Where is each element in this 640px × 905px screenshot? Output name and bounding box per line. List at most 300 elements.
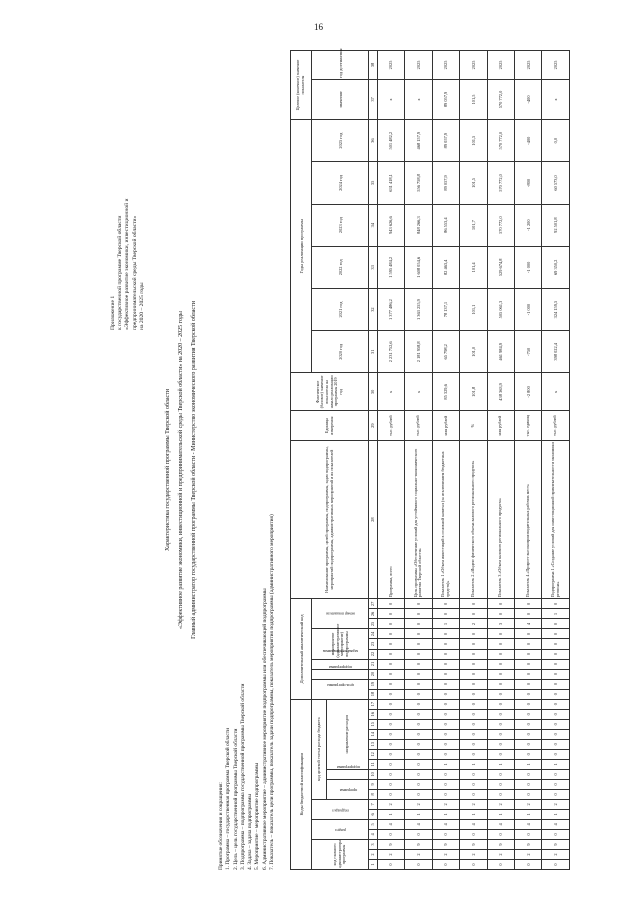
row-target-value: 101,5 [460,79,487,119]
code-cell: 0 [432,599,459,609]
code-cell: 0 [377,709,404,719]
code-cell: 0 [542,599,570,609]
code-cell: 0 [460,709,487,719]
header-target-subprogram: подпрограмма [326,769,368,779]
column-number: 38 [369,51,377,80]
code-cell: 0 [487,709,514,719]
row-year-value: 398 022,4 [542,331,570,373]
row-year-value: 78 137,1 [432,288,459,330]
code-cell: 0 [405,769,432,779]
code-cell: 0 [377,689,404,699]
code-cell: 0 [460,629,487,639]
code-cell: 0 [405,739,432,749]
code-cell: 0 [460,649,487,659]
code-cell: 9 [377,839,404,849]
code-cell: 0 [542,859,570,869]
table-row [514,51,541,870]
header-row-1 [291,51,312,870]
document-title: Характеристика государственной программы Тверской области [165,388,171,552]
code-cell: 0 [377,749,404,759]
code-cell: 0 [487,699,514,709]
code-cell: 0 [487,609,514,619]
table-row [542,51,570,870]
code-cell: 0 [405,779,432,789]
code-cell: 0 [542,829,570,839]
code-cell: 0 [514,709,541,719]
code-cell: 4 [405,819,432,829]
column-number: 29 [369,411,377,441]
header-name: Наименование программы, целей программы, подпрограммы, задач подпрограммы, мероприятий подпрограммы, административных мероприятий и их показателей [291,440,369,598]
row-year-value: 101,7 [460,204,487,246]
code-cell: 0 [542,769,570,779]
header-target-program: программа [326,779,368,799]
column-number: 33 [369,246,377,288]
code-cell: 0 [377,789,404,799]
code-cell: 0 [487,739,514,749]
column-number: 11 [369,759,377,769]
row-year-value: 60 573,0 [542,162,570,204]
code-cell: 0 [377,669,404,679]
row-year-value: -1 000 [514,246,541,288]
code-cell: 1 [487,759,514,769]
code-cell: 0 [405,619,432,629]
code-cell: 4 [514,619,541,629]
note-line: Принятые обозначения и сокращения: [218,782,224,870]
row-year-value: 89 057,9 [432,120,459,162]
code-cell: 0 [405,759,432,769]
header-years: Годы реализации программы [291,120,312,373]
code-cell: 0 [542,629,570,639]
code-cell: 2 [460,799,487,809]
row-year-value: 101,1 [460,288,487,330]
code-cell: 0 [432,609,459,619]
row-year-value: 1 595 484,2 [377,246,404,288]
code-cell: 0 [487,679,514,689]
code-cell: 4 [542,819,570,829]
code-cell: 0 [432,829,459,839]
appendix-line: к государственной программе Тверской области [117,215,124,330]
code-cell: 0 [514,689,541,699]
code-cell: 0 [405,749,432,759]
rotated-page-content [60,50,580,890]
row-year-value: 89 057,9 [432,162,459,204]
header-unit: Единица измерения [291,411,369,441]
column-number: 8 [369,789,377,799]
code-cell: 0 [487,719,514,729]
code-cell: 0 [405,719,432,729]
row-unit: тыс. рублей [377,411,404,441]
row-unit: тыс. единиц [514,411,541,441]
code-cell: 1 [432,619,459,629]
note-line: 4. Задача – задача подпрограммы [247,794,254,870]
code-cell: 2 [487,849,514,859]
row-year-value: 324 159,5 [542,288,570,330]
code-cell: 0 [487,669,514,679]
code-cell: 0 [487,629,514,639]
row-year-value: 86 553,4 [432,204,459,246]
code-cell: 0 [460,829,487,839]
code-cell: 4 [460,819,487,829]
row-year-value: 556 758,8 [405,162,432,204]
row-target-year: 2025 [377,51,404,80]
row-target-value: 89 057,9 [432,79,459,119]
column-number: 24 [369,629,377,639]
administrator-line: Главный администратор государственной программы Тверской области - Министерство экономического развития Тверской области [191,301,197,639]
code-cell: 0 [487,639,514,649]
code-cell: 0 [377,609,404,619]
row-target-value: х [542,79,570,119]
column-number-row [369,51,377,870]
row-unit: млн рублей [432,411,459,441]
row-name: Показатель 4 «Прирост высокопроизводительных рабочих мест» [514,440,541,598]
row-name: Показатель 2 «Индекс физического объема валового регионального продукта» [460,440,487,598]
row-year-value: 468 157,9 [405,120,432,162]
title-block [164,200,203,740]
row-name: Цель программы «Обеспечение условий для устойчивого социально-экономического развития Тверской области» [405,440,432,598]
code-cell: 0 [432,739,459,749]
table-row [377,51,404,870]
code-cell: 0 [487,729,514,739]
code-cell: 0 [377,679,404,689]
code-cell: 1 [460,759,487,769]
code-cell: 0 [377,829,404,839]
code-cell: 0 [514,859,541,869]
code-cell: 1 [432,809,459,819]
code-cell: 0 [514,699,541,709]
column-number: 12 [369,749,377,759]
row-target-value: 570 772,0 [487,79,514,119]
code-cell: 0 [432,719,459,729]
code-cell: 0 [405,789,432,799]
row-year-value: 848 266,3 [405,204,432,246]
row-baseline: 85 329,6 [432,373,459,411]
code-cell: 0 [487,599,514,609]
row-year-value: 501 482,2 [377,120,404,162]
code-cell: 0 [432,659,459,669]
code-cell: 1 [405,809,432,819]
row-baseline: х [377,373,404,411]
code-cell: 0 [432,709,459,719]
column-number: 14 [369,729,377,739]
code-cell: 0 [405,599,432,609]
code-cell: 0 [514,749,541,759]
row-baseline: -2 800 [514,373,541,411]
code-cell: 0 [542,669,570,679]
code-cell: 2 [542,799,570,809]
code-cell: 4 [487,819,514,829]
note-line: 7. Показатель – показатель цели программы, показатель задачи подпрограммы, показатель мероприятия подпрограммы (административного мероприятия) [269,514,276,870]
code-cell: 0 [514,669,541,679]
row-year-value: 1 608 054,6 [405,246,432,288]
code-cell: 0 [487,769,514,779]
header-purpose-task: задача подпрограммы [312,659,369,669]
code-cell: 0 [377,859,404,869]
header-purpose-goal: цель программы [312,679,369,699]
column-number: 17 [369,699,377,709]
row-year-value: -750 [514,331,541,373]
row-baseline: 101,8 [460,373,487,411]
code-cell: 0 [542,639,570,649]
code-cell: 0 [487,829,514,839]
column-number: 16 [369,709,377,719]
code-cell: 0 [432,749,459,759]
code-cell: 0 [460,779,487,789]
code-cell: 0 [377,779,404,789]
code-cell: 0 [432,779,459,789]
code-cell: 2 [405,849,432,859]
row-year-value: 570 772,0 [487,120,514,162]
code-cell: 0 [460,609,487,619]
code-cell: 0 [542,739,570,749]
row-year-value: 101,5 [460,120,487,162]
program-table [290,50,570,870]
code-cell: 0 [542,749,570,759]
column-number: 37 [369,79,377,119]
code-cell: 2 [460,619,487,629]
row-name: Показатель 3 «Объем валового регионального продукта» [487,440,514,598]
code-cell: 2 [377,849,404,859]
code-cell: 1 [487,809,514,819]
column-number: 30 [369,373,377,411]
row-year-value: 65 798,2 [432,331,459,373]
column-number: 20 [369,669,377,679]
code-cell: 0 [377,619,404,629]
document-subtitle: «Эффективное развитие экономики, инвестиционной и предпринимательской среды Тверской области» на 2020 – 2025 годы [178,311,184,629]
code-cell: 0 [460,689,487,699]
code-cell: 0 [460,719,487,729]
code-cell: 0 [432,679,459,689]
code-cell: 0 [460,679,487,689]
row-year-value: 101,4 [460,246,487,288]
column-number: 32 [369,288,377,330]
table-row [405,51,432,870]
code-cell: 4 [514,819,541,829]
code-cell: 1 [460,809,487,819]
code-cell: 9 [405,839,432,849]
header-purpose-indicator: номер показателя [312,599,369,629]
header-section: раздел [312,819,369,839]
row-year-value: 529 674,8 [487,246,514,288]
code-cell: 1 [542,609,570,619]
row-year-value: 943 626,6 [377,204,404,246]
column-number: 27 [369,599,377,609]
note-line: 5. Мероприятие – мероприятие подпрограммы [254,762,261,870]
code-cell: 1 [377,809,404,819]
code-cell: 1 [514,809,541,819]
column-number: 26 [369,609,377,619]
column-number: 3 [369,839,377,849]
row-name: Показатель 1 «Объем инвестиций в основной капитал (за исключением бюджетных средств)» [432,440,459,598]
code-cell: 0 [460,599,487,609]
code-cell: 0 [514,639,541,649]
row-year-value: 101,5 [460,162,487,204]
row-unit: % [460,411,487,441]
row-year-value: 631 418,1 [377,162,404,204]
note-line: 2. Цель – цель государственной программы Тверской области [232,728,239,870]
code-cell: 0 [432,669,459,679]
column-number: 36 [369,120,377,162]
column-number: 22 [369,649,377,659]
code-cell: 0 [460,749,487,759]
code-cell: 4 [432,819,459,829]
row-year-value: -400 [514,120,541,162]
note-line: 6. Административное мероприятие – административное мероприятие подпрограммы или обеспечивающей подпрограммы [261,588,268,870]
code-cell: 0 [405,709,432,719]
row-target-year: 2025 [460,51,487,80]
code-cell: 0 [460,699,487,709]
note-line: 1. Программа – государственная программа Тверской области [225,727,232,870]
code-cell: 0 [377,629,404,639]
code-cell: 0 [542,649,570,659]
column-number: 13 [369,739,377,749]
code-cell: 0 [377,719,404,729]
appendix-line: на 2020 – 2025 годы [138,282,145,330]
row-year-value: -800 [514,162,541,204]
code-cell: 0 [405,679,432,689]
code-cell: 0 [542,789,570,799]
code-cell: 0 [405,689,432,699]
code-cell: 0 [514,829,541,839]
note-line: 3. Подпрограмма – подпрограмма государственной программы Тверской области [239,683,246,870]
code-cell: 0 [377,739,404,749]
row-target-value: х [377,79,404,119]
notes-block [218,500,276,870]
year-2020: 2020 год [312,331,369,373]
header-main-admin: код главного администратора программы [312,839,369,869]
appendix-line: Приложение 1 [110,295,116,330]
code-cell: 0 [487,689,514,699]
table-row [432,51,459,870]
code-cell: 0 [405,659,432,669]
code-cell: 0 [487,789,514,799]
table-row [460,51,487,870]
code-cell: 4 [377,819,404,829]
row-target-year: 2025 [487,51,514,80]
code-cell: 0 [514,679,541,689]
header-target-direction: направление расходов [326,699,368,769]
code-cell: 0 [460,659,487,669]
code-cell: 0 [405,699,432,709]
code-cell: 2 [542,849,570,859]
target-value-header: значение [312,79,369,119]
code-cell: 0 [514,779,541,789]
code-cell: 0 [542,709,570,719]
row-baseline: х [542,373,570,411]
column-number: 21 [369,659,377,669]
row-year-value: 1 377 486,2 [377,288,404,330]
code-cell: 0 [432,689,459,699]
code-cell: 1 [542,809,570,819]
code-cell: 1 [542,759,570,769]
code-cell: 0 [460,789,487,799]
code-cell: 0 [432,789,459,799]
column-number: 19 [369,679,377,689]
header-purpose-subprogram: подпрограмма [312,669,369,679]
code-cell: 9 [460,839,487,849]
year-2023: 2023 год [312,204,369,246]
row-target-value: -400 [514,79,541,119]
column-number: 10 [369,769,377,779]
row-name: Программа, всего [377,440,404,598]
row-year-value: 461 984,9 [487,331,514,373]
header-target: Целевое (конечное) значение показателя [291,51,312,120]
code-cell: 0 [514,609,541,619]
code-cell: 0 [514,739,541,749]
header-baseline: Фактическое (базовое) значение показателя на начало реализации программы 2019 год [291,373,369,411]
column-number: 23 [369,639,377,649]
header-target-article: код целевой статьи расхода бюджета [312,699,327,799]
code-cell: 2 [432,849,459,859]
code-cell: 0 [487,649,514,659]
target-year-header: год достижения [312,51,369,80]
row-target-year: 2025 [432,51,459,80]
code-cell: 0 [432,769,459,779]
row-year-value: 101,0 [460,331,487,373]
code-cell: 0 [405,859,432,869]
code-cell: 0 [460,669,487,679]
row-target-year: 2025 [542,51,570,80]
code-cell: 0 [432,729,459,739]
code-cell: 2 [514,849,541,859]
row-year-value: -1 000 [514,288,541,330]
code-cell: 0 [460,639,487,649]
code-cell: 0 [514,719,541,729]
row-year-value: 505 061,3 [487,288,514,330]
code-cell: 0 [514,789,541,799]
code-cell: 0 [405,639,432,649]
column-number: 1 [369,859,377,869]
code-cell: 0 [432,629,459,639]
code-cell: 0 [542,659,570,669]
row-year-value: 570 772,0 [487,204,514,246]
code-cell: 0 [405,609,432,619]
code-cell: 0 [377,699,404,709]
column-number: 2 [369,849,377,859]
column-number: 9 [369,779,377,789]
code-cell: 0 [487,749,514,759]
code-cell: 0 [514,659,541,669]
code-cell: 9 [514,839,541,849]
row-target-year: 2025 [514,51,541,80]
code-cell: 0 [377,729,404,739]
column-number: 6 [369,809,377,819]
row-year-value: 0,0 [542,120,570,162]
year-2021: 2021 год [312,288,369,330]
code-cell: 0 [377,599,404,609]
code-cell: 0 [542,699,570,709]
appendix-line: «Эффективное развитие экономики, инвестиционной и [124,198,131,330]
code-cell: 0 [514,599,541,609]
row-year-value: 570 772,0 [487,162,514,204]
code-cell: 0 [460,729,487,739]
code-cell: 2 [405,799,432,809]
column-number: 5 [369,819,377,829]
year-2025: 2025 год [312,120,369,162]
row-year-value: 69 350,2 [542,246,570,288]
code-cell: 0 [542,619,570,629]
row-baseline: х [405,373,432,411]
row-year-value: 2 231 752,6 [377,331,404,373]
code-cell: 0 [460,769,487,779]
year-2024: 2024 год [312,162,369,204]
row-target-year: 2025 [405,51,432,80]
column-number: 15 [369,719,377,729]
code-cell: 0 [377,759,404,769]
header-budget-code: Коды бюджетной классификации [291,699,312,869]
column-number: 31 [369,331,377,373]
code-cell: 0 [542,689,570,699]
code-cell: 2 [487,799,514,809]
